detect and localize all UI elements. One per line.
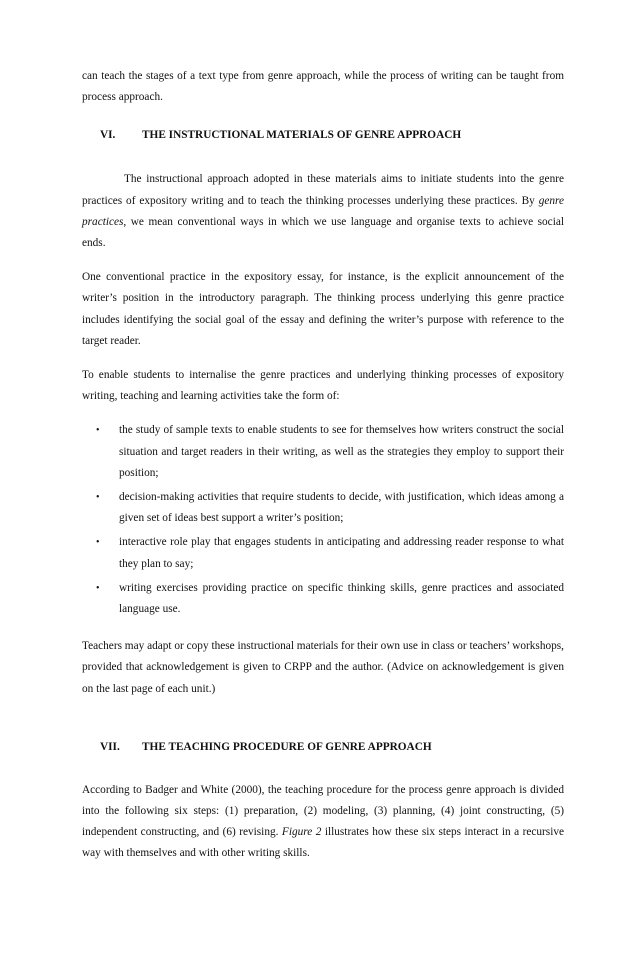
intro-text: can teach the stages of a text type from genre approach, while the process of writing can be taught from process approach. [82,70,564,104]
paragraph-text: illustrates how these six steps interact in a recursive way with themselves and with other writing skills. [82,826,565,860]
section-vi-paragraph-3: To enable students to internalise the genre practices and underlying thinking processes of expository writing, teaching and learning activities take the form of: [82,369,564,403]
section-heading-vi [82,125,564,146]
list-item-text: interactive role play that engages students in anticipating and addressing reader response to what they plan to say; [119,536,564,570]
paragraph-text: According to Badger and White (2000), the teaching procedure for the process genre approach is divided into the following six steps: (1) preparation, (2) modeling, (3) planning, (4) joint constructing, (5) independent constructing, and (6) revising. [82,783,564,839]
section-heading-vii [82,737,564,758]
section-vi-paragraph-1 [82,169,564,254]
section-vi-paragraph-2: One conventional practice in the expository essay, for instance, is the explicit announcement of the writer’s position in the introductory paragraph. The thinking process underlying this genre practice includes identifying the social goal of the essay and defining the writer’s purpose with reference to the target reader. [82,271,564,347]
bullet-icon: • [96,425,100,437]
paragraph-text: , we mean conventional ways in which we use language and organise texts to achieve social ends. [82,215,564,250]
list-item-text: the study of sample texts to enable students to see for themselves how writers construct the social situation and target readers in their writing, as well as the strategies they employ to support their position; [119,424,564,479]
bullet-icon: • [96,582,100,594]
paragraph-text: The instructional approach adopted in these materials aims to initiate students into the genre practices of expository writing and to teach the thinking processes underlying these practices. By [82,173,564,207]
list-item [82,487,564,529]
list-item [82,420,564,484]
section-title: THE INSTRUCTIONAL MATERIALS OF GENRE APPROACH [142,129,462,142]
list-item-text: writing exercises providing practice on specific thinking skills, genre practices and associated language use. [119,581,564,616]
bullet-icon: • [96,492,100,504]
section-number: VII. [100,740,120,753]
section-title: THE TEACHING PROCEDURE OF GENRE APPROACH [142,740,432,753]
list-item [82,532,564,574]
italic-term: Figure 2 [281,826,322,839]
intro-paragraph [82,66,564,108]
list-item-text: decision-making activities that require students to decide, with justification, which ideas among a given set of ideas best support a writer’s position; [119,491,564,525]
bullet-icon: • [96,537,100,549]
list-item [82,578,564,620]
section-number: VI. [100,129,116,142]
section-vii-paragraph-1 [82,780,564,865]
section-vi-paragraph-4: Teachers may adapt or copy these instructional materials for their own use in class or teachers’ workshops, provided that acknowledgement is given to CRPP and the author. (Advice on acknowledgement is given on the last page of each unit.) [82,640,564,695]
document-page [82,66,564,865]
activity-list [82,420,564,620]
italic-term: genre practices [82,194,564,228]
